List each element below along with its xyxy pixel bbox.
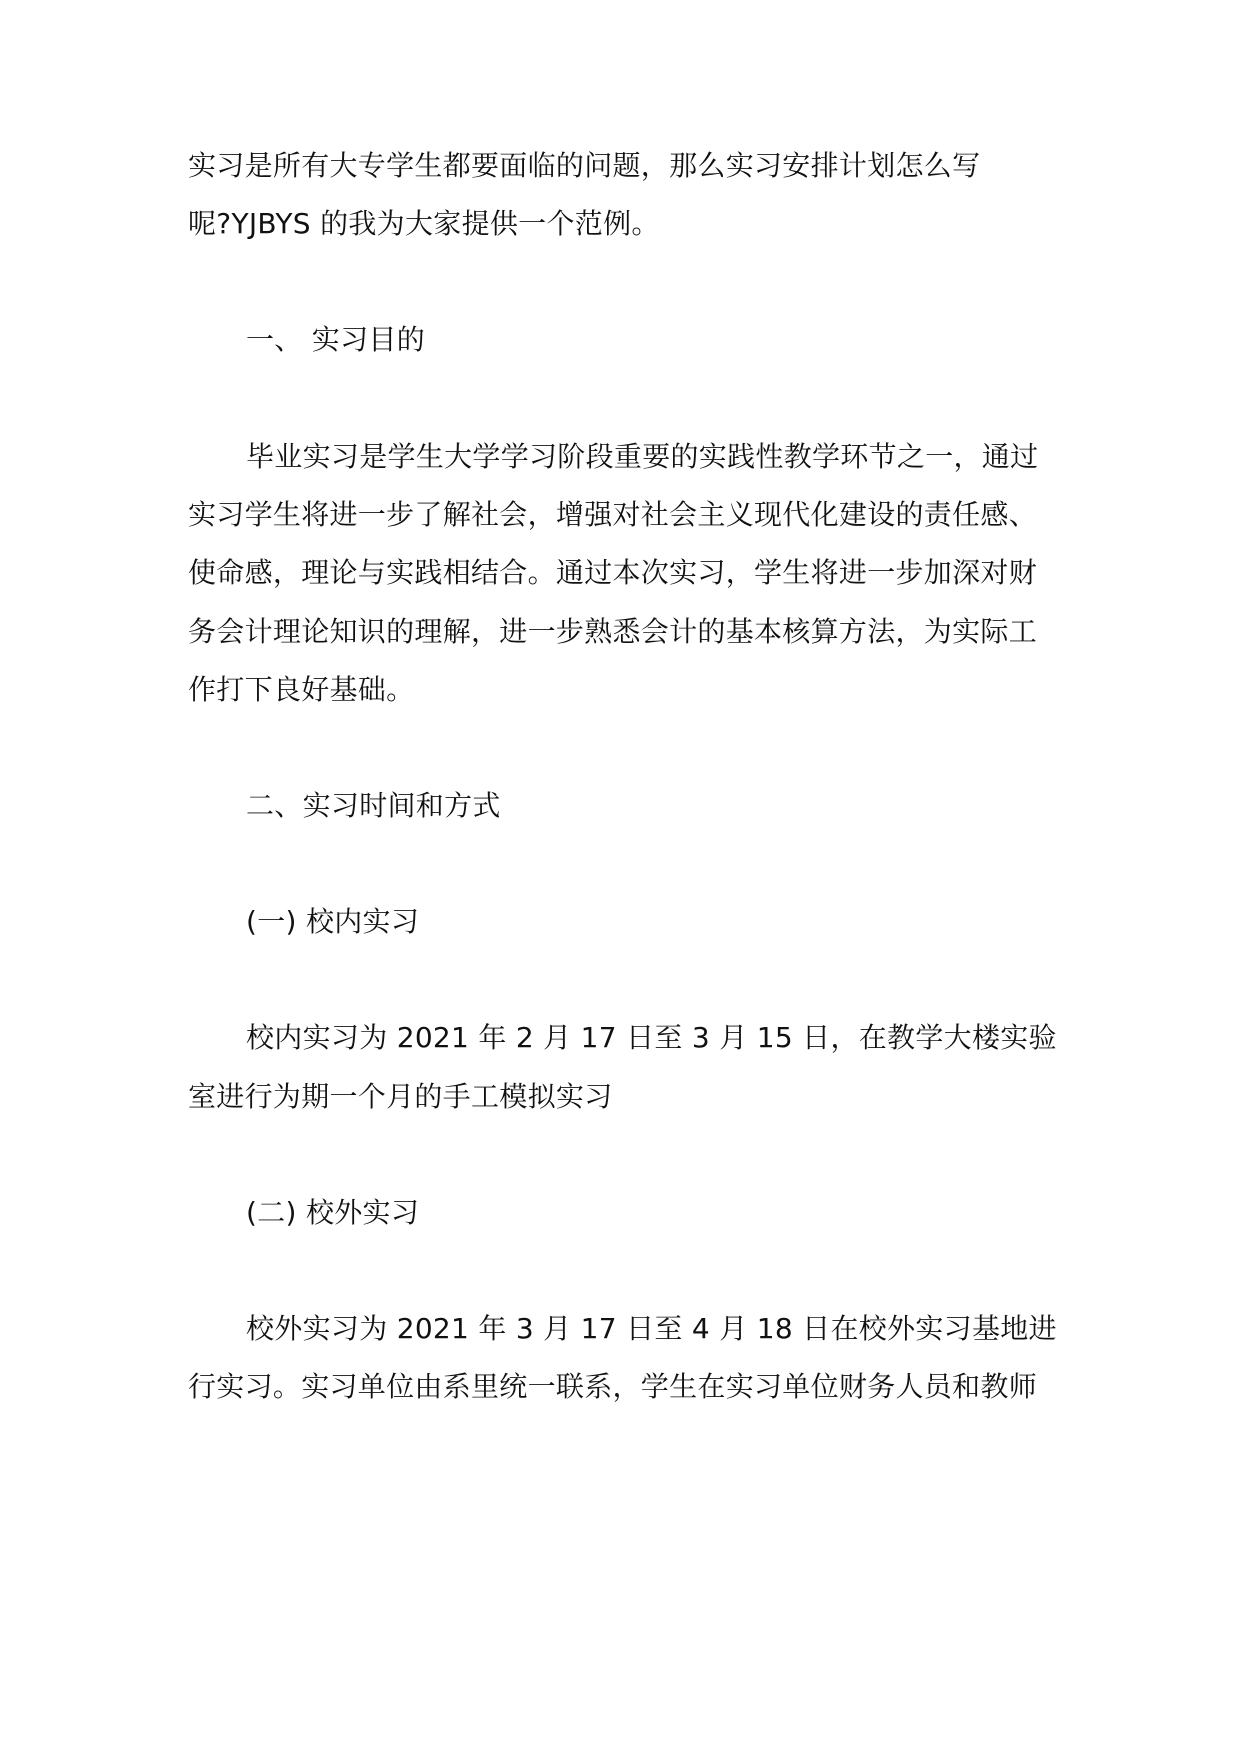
section-1-paragraph-line-5: 作打下良好基础。 (188, 673, 415, 706)
subsection-1-heading: (一) 校内实习 (246, 905, 420, 938)
subsection-1-line-1: 校内实习为 2021 年 2 月 17 日至 3 月 15 日，在教学大楼实验 (246, 1021, 1057, 1054)
section-1-paragraph-line-4: 务会计理论知识的理解，进一步熟悉会计的基本核算方法，为实际工 (188, 615, 1038, 648)
section-2-heading: 二、实习时间和方式 (246, 789, 501, 822)
subsection-2-line-2: 行实习。实习单位由系里统一联系，学生在实习单位财务人员和教师 (188, 1370, 1038, 1403)
subsection-2-line-1: 校外实习为 2021 年 3 月 17 日至 4 月 18 日在校外实习基地进 (246, 1312, 1057, 1345)
intro-line-1: 实习是所有大专学生都要面临的问题，那么实习安排计划怎么写 (188, 149, 981, 182)
subsection-2-heading: (二) 校外实习 (246, 1196, 420, 1229)
subsection-1-line-2: 室进行为期一个月的手工模拟实习 (188, 1080, 613, 1113)
section-1-paragraph-line-2: 实习学生将进一步了解社会，增强对社会主义现代化建设的责任感、 (188, 498, 1038, 531)
section-1-paragraph-line-3: 使命感，理论与实践相结合。通过本次实习，学生将进一步加深对财 (188, 556, 1038, 589)
section-1-paragraph-line-1: 毕业实习是学生大学学习阶段重要的实践性教学环节之一，通过 (246, 440, 1039, 473)
intro-line-2: 呢?YJBYS 的我为大家提供一个范例。 (188, 207, 660, 240)
section-1-heading: 一、 实习目的 (246, 323, 426, 356)
